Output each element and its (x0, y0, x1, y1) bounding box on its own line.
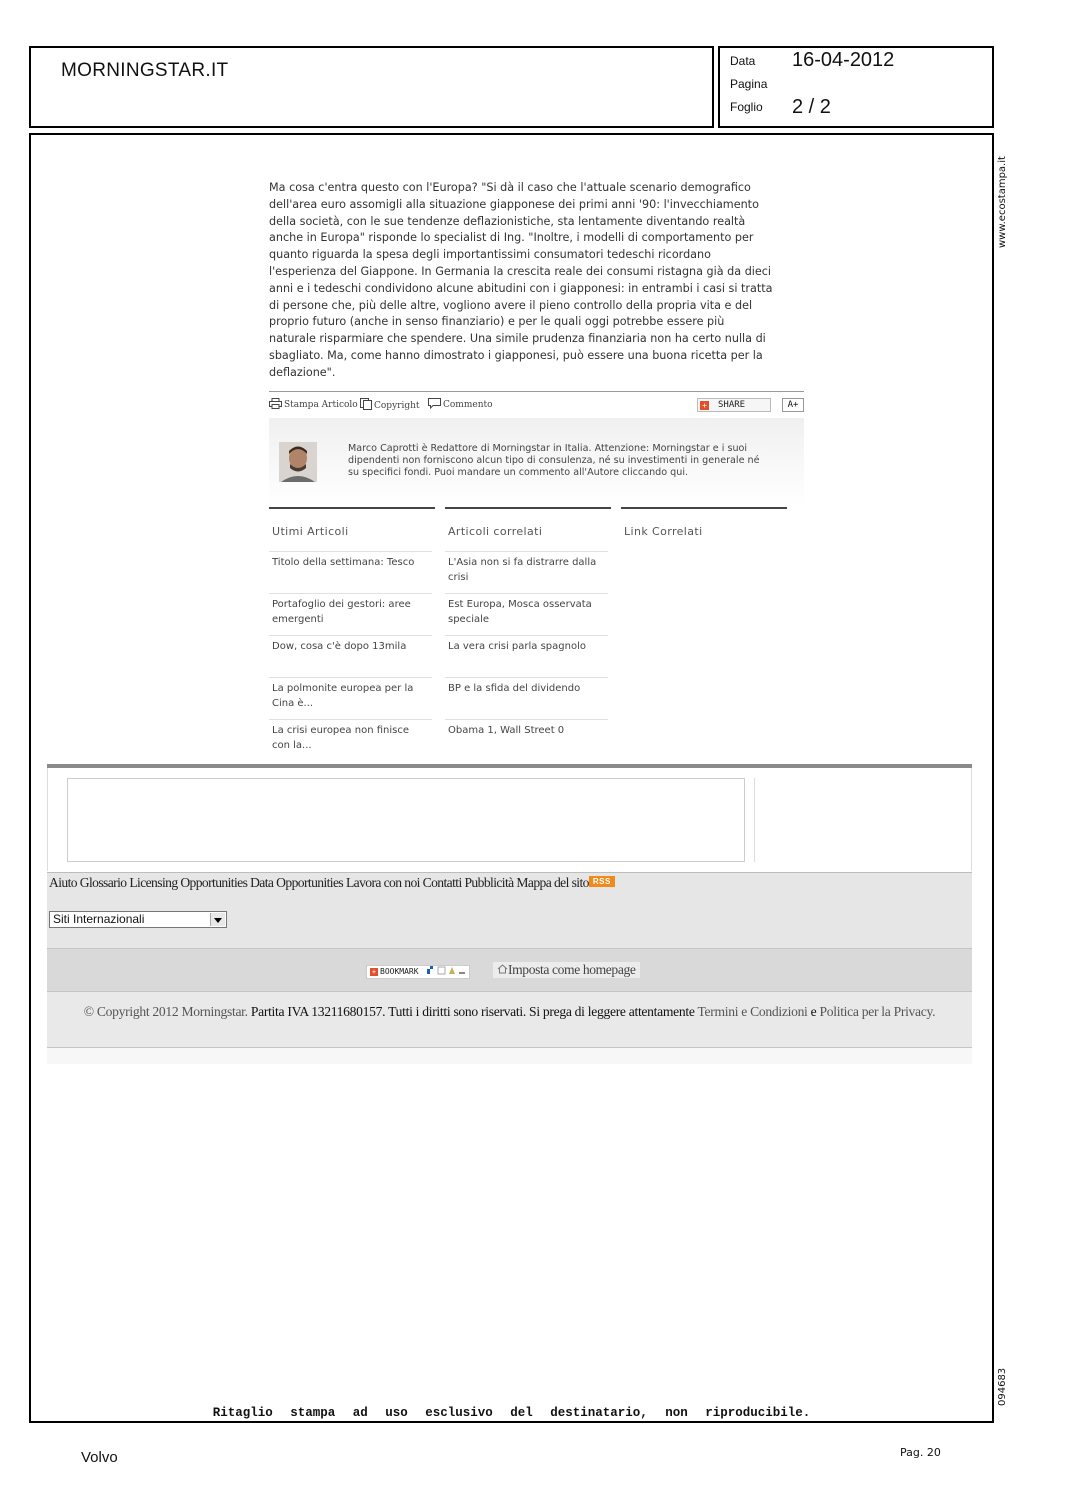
date-label: Data (730, 54, 756, 68)
sheet-value: 2 / 2 (792, 96, 831, 118)
link-line: emergenti (272, 613, 324, 625)
article-line: proprio futuro (anche in senso finanziario) e per le quali oggi potrebbe essere più (269, 315, 725, 329)
international-sites-value: Siti Internazionali (53, 912, 145, 926)
article-line: sbagliato. Ma, come hanno dimostrato i giapponesi, può essere una buona ricetta per la (269, 348, 763, 362)
author-bio (348, 443, 798, 479)
author-avatar (279, 442, 317, 482)
header-publication-box (29, 46, 714, 128)
footer-link-mappa[interactable]: Mappa del sito (516, 875, 589, 890)
copyright-label: Copyright (374, 401, 420, 411)
related-article-link[interactable] (445, 719, 608, 739)
article-line: quanto riguarda la spesa degli importantissimi consumatori tedeschi ricordano (269, 248, 711, 262)
set-homepage-link[interactable] (493, 962, 640, 978)
link-line: Obama 1, Wall Street 0 (448, 725, 565, 736)
author-bio-line: su specifici fondi. Puoi mandare un commento all'Autore cliccando qui. (348, 467, 689, 478)
bookmark-label: BOOKMARK (380, 967, 419, 976)
article-line: anni e i tedeschi condividono alcune abitudini con i giapponesi: in entrambi i casi si tratta (269, 281, 773, 295)
article-line: Ma cosa c'entra questo con l'Europa? "Si dà il caso che l'attuale scenario demografico (269, 181, 751, 194)
home-icon (497, 964, 508, 974)
article-line: deflazione". (269, 365, 336, 379)
related-article-link[interactable] (445, 677, 608, 697)
date-value: 16-04-2012 (792, 49, 895, 71)
article-line: naturale risparmiare che spendere. Una simile prudenza finanziaria non ha certo nulla di (269, 332, 766, 346)
related-articles-heading: Articoli correlati (445, 507, 611, 545)
related-article-link[interactable] (445, 551, 608, 585)
latest-article-link[interactable] (269, 677, 432, 711)
link-line: BP e la sfida del dividendo (448, 683, 581, 694)
conjunction: e (810, 1004, 817, 1019)
related-links-heading: Link Correlati (621, 507, 787, 545)
article-line: di persone che, più delle altre, vogliono avere il pieno controllo della propria vita e del (269, 298, 753, 312)
terms-link[interactable]: Termini e Condizioni (697, 1004, 808, 1019)
latest-articles-heading: Utimi Articoli (269, 507, 435, 545)
latest-article-link[interactable] (269, 593, 432, 627)
publication-title: MORNINGSTAR.IT (61, 60, 229, 81)
privacy-link[interactable]: Politica per la Privacy. (819, 1004, 936, 1019)
article-line: dell'area euro assomigli alla situazione giapponese dei primi anni '90: l'invecchiamento (269, 197, 759, 211)
plus-icon: + (700, 401, 709, 410)
article-line: l'esperienza del Giappone. In Germania la crescita reale dei consumi ristagna già da dieci (269, 264, 772, 278)
latest-article-link[interactable] (269, 635, 432, 655)
link-line: Cina è... (272, 697, 314, 709)
clipping-bottom-edge (47, 1048, 972, 1064)
vat-notice: Partita IVA 13211680157. Tutti i diritti sono riservati. Si prega di leggere attentamente (250, 1004, 695, 1019)
bookmark-button[interactable] (366, 965, 470, 979)
author-bio-line: dipendenti non forniscono alcun tipo di consulenza, né su investimenti in generale né (348, 455, 760, 466)
footer-link-aiuto[interactable]: Aiuto (49, 875, 77, 890)
related-article-link[interactable] (445, 593, 608, 627)
printer-icon (269, 398, 282, 409)
article-line: della società, con le sue tendenze deflazionistiche, sta lentamente diventando realtà (269, 214, 746, 228)
copyright-notice: © Copyright 2012 Morningstar. (83, 1004, 248, 1019)
footer-link-pubblicita[interactable]: Pubblicità (464, 875, 514, 890)
font-size-button[interactable]: A+ (782, 398, 804, 412)
side-code (985, 1368, 1025, 1408)
share-button[interactable] (697, 398, 771, 412)
set-homepage-label: Imposta come homepage (508, 962, 636, 977)
link-line: Dow, cosa c'è dopo 13mila (272, 641, 407, 652)
author-photo-icon (279, 442, 317, 482)
print-article-label: Stampa Articolo (284, 400, 358, 410)
share-label: SHARE (718, 400, 746, 410)
footer-link-lavora[interactable]: Lavora con noi (345, 875, 420, 890)
client-name: Volvo (81, 1449, 118, 1466)
footer-navigation (47, 872, 972, 948)
article-line: anche in Europa" risponde lo specialist di Ing. "Inoltre, i modelli di comportamento per (269, 231, 754, 245)
link-line: Portafoglio dei gestori: aree (272, 599, 411, 610)
article-toolbar (269, 391, 804, 419)
international-sites-select[interactable] (49, 911, 227, 928)
link-line: La crisi europea non finisce (272, 725, 409, 736)
clipping-disclaimer: Ritaglio stampa ad uso esclusivo del destinatario, non riproducibile. (212, 1406, 811, 1420)
link-line: La polmonite europea per la (272, 683, 414, 694)
comment-link[interactable] (428, 398, 493, 410)
comment-label: Commento (443, 400, 493, 410)
print-article-link[interactable] (269, 398, 358, 410)
link-line: con la... (272, 739, 312, 751)
link-line: speciale (448, 613, 490, 625)
footer-bookmark-bar (47, 948, 972, 991)
link-line: Titolo della settimana: Tesco (272, 557, 415, 568)
page-label: Pagina (730, 77, 768, 91)
plus-icon: + (371, 968, 377, 976)
rss-icon[interactable]: RSS (589, 876, 615, 887)
footer-link-licensing[interactable]: Licensing Opportunities (129, 875, 248, 890)
latest-article-link[interactable] (269, 551, 432, 571)
page-number: Pag. 20 (900, 1446, 941, 1459)
ad-divider (754, 778, 755, 862)
copy-icon (360, 398, 372, 410)
author-bio-line: Marco Caprotti è Redattore di Morningstar in Italia. Attenzione: Morningstar e i suoi (348, 443, 748, 454)
link-line: Est Europa, Mosca osservata (448, 599, 592, 610)
article-body (269, 180, 804, 382)
author-box (269, 418, 804, 506)
side-code-text: 094683 (997, 1367, 1008, 1406)
footer-link-contatti[interactable]: Contatti (422, 875, 462, 890)
ad-placeholder (67, 778, 745, 862)
link-line: crisi (448, 571, 469, 583)
social-icons (426, 966, 466, 975)
comment-icon (428, 398, 441, 409)
footer-link-glossario[interactable]: Glossario (79, 875, 127, 890)
link-line: La vera crisi parla spagnolo (448, 641, 586, 652)
ad-area (47, 768, 972, 871)
sheet-label: Foglio (730, 100, 763, 114)
footer-link-data[interactable]: Data Opportunities (250, 875, 344, 890)
latest-article-link[interactable] (269, 719, 432, 753)
related-article-link[interactable] (445, 635, 608, 655)
related-articles (269, 507, 804, 762)
footer-links (49, 875, 615, 891)
side-url (985, 150, 1025, 250)
footer-copyright (47, 991, 972, 1048)
link-line: L'Asia non si fa distrarre dalla (448, 557, 597, 568)
side-url-text: www.ecostampa.it (997, 156, 1008, 248)
chevron-down-icon[interactable] (210, 913, 225, 926)
copyright-link[interactable] (360, 398, 420, 411)
